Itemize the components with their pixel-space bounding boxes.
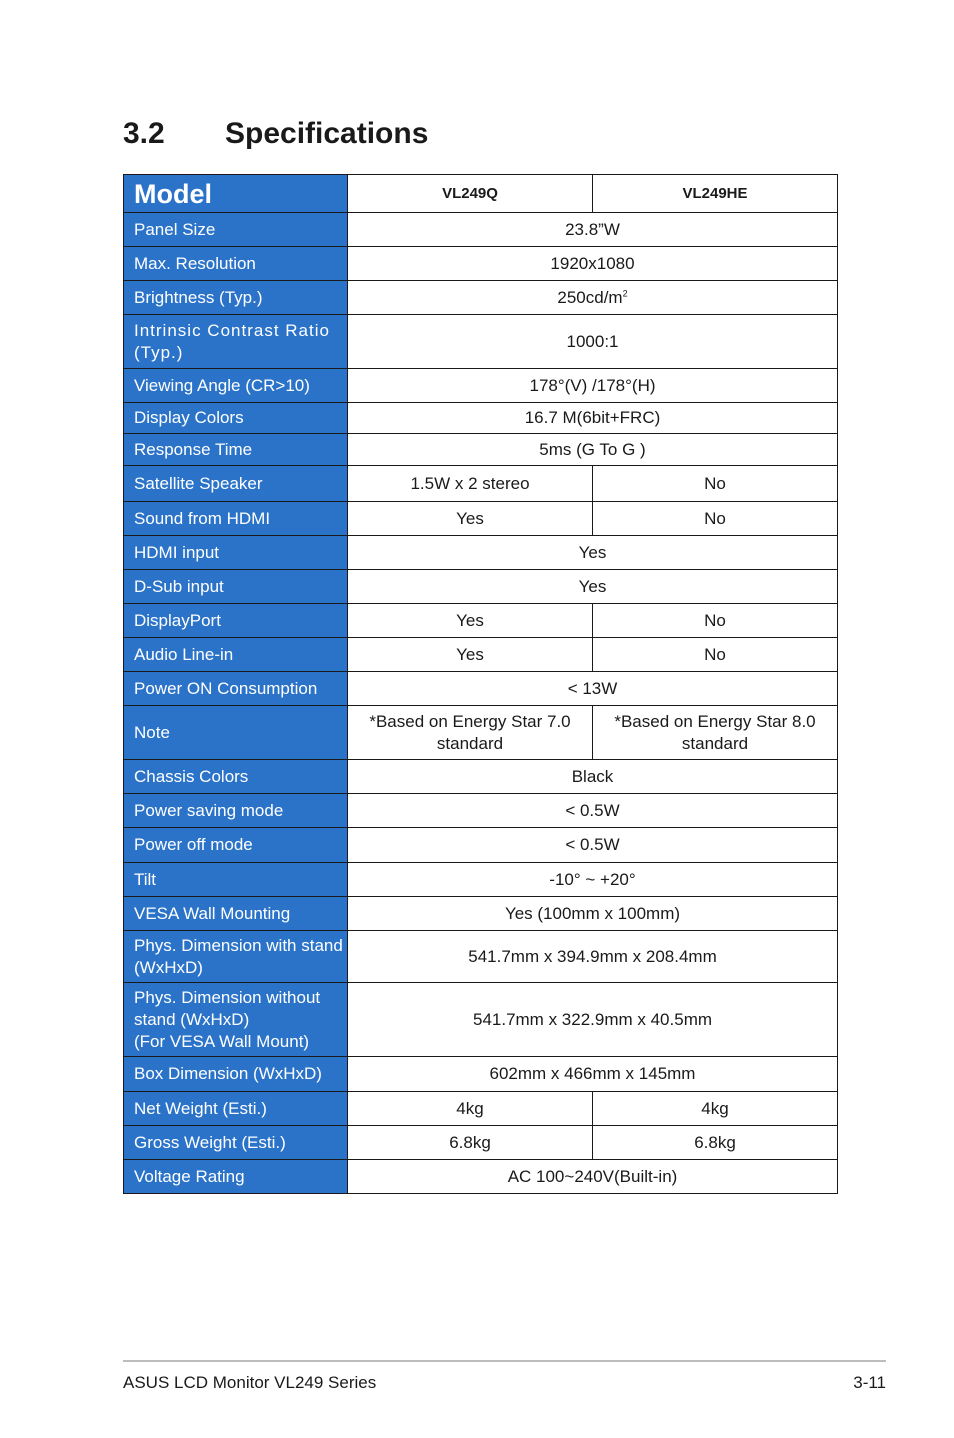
row-label: Sound from HDMI [124,502,348,536]
footer-product-name: ASUS LCD Monitor VL249 Series [123,1373,377,1392]
row-value: 1920x1080 [348,247,838,281]
table-row [124,760,838,794]
row-label: VESA Wall Mounting [124,897,348,931]
row-value: 541.7mm x 394.9mm x 208.4mm [348,931,838,983]
row-label: Voltage Rating [124,1160,348,1194]
row-label: Power ON Consumption [124,672,348,706]
table-row [124,931,838,983]
row-value: Yes [348,536,838,570]
table-row [124,1126,838,1160]
row-label: Power saving mode [124,794,348,828]
table-row [124,247,838,281]
row-value: 602mm x 466mm x 145mm [348,1057,838,1092]
section-number: 3.2 [123,117,165,150]
table-row [124,570,838,604]
table-row [124,983,838,1057]
table-header-row [124,175,838,213]
row-label: Power off mode [124,828,348,863]
value-text: 250cd/m [557,287,623,307]
table-row [124,672,838,706]
row-value-vl249q: 1.5W x 2 stereo [348,466,593,502]
table-row [124,794,838,828]
row-label: Response Time [124,434,348,466]
row-label: Panel Size [124,213,348,247]
table-row [124,315,838,369]
value-superscript: 2 [622,287,628,298]
section-heading [123,112,428,156]
row-label: Note [124,706,348,760]
table-row [124,466,838,502]
table-row [124,1092,838,1126]
table-row [124,502,838,536]
row-label: HDMI input [124,536,348,570]
table-row [124,536,838,570]
row-value-vl249he: 6.8kg [593,1126,838,1160]
row-value: 23.8”W [348,213,838,247]
row-value: 5ms (G To G ) [348,434,838,466]
row-value-vl249he: No [593,466,838,502]
row-value: < 13W [348,672,838,706]
table-row [124,369,838,403]
row-label: Display Colors [124,403,348,434]
row-label: DisplayPort [124,604,348,638]
label-line: stand (WxHxD) [134,1009,250,1029]
row-value-vl249q: Yes [348,502,593,536]
model-header-label: Model [124,175,348,213]
row-label: Max. Resolution [124,247,348,281]
table-row [124,828,838,863]
row-label [124,983,348,1057]
table-row [124,403,838,434]
row-value-vl249q: *Based on Energy Star 7.0 standard [348,706,593,760]
table-row [124,638,838,672]
row-label: Brightness (Typ.) [124,281,348,315]
row-value-vl249he: No [593,638,838,672]
row-label: Tilt [124,863,348,897]
row-value-vl249he: No [593,502,838,536]
row-value-vl249q: Yes [348,638,593,672]
row-label: D-Sub input [124,570,348,604]
row-value: < 0.5W [348,828,838,863]
section-title: Specifications [225,117,429,150]
row-value-vl249q: 6.8kg [348,1126,593,1160]
footer-page-number: 3-11 [853,1373,886,1392]
label-line: (For VESA Wall Mount) [134,1031,310,1051]
model-header-vl249q: VL249Q [348,175,593,213]
row-value: 178°(V) /178°(H) [348,369,838,403]
table-row [124,706,838,760]
footer-divider [123,1360,886,1362]
table-row [124,1160,838,1194]
table-row [124,1057,838,1092]
row-value-vl249he: *Based on Energy Star 8.0 standard [593,706,838,760]
row-value [348,281,838,315]
table-row [124,281,838,315]
row-value: AC 100~240V(Built-in) [348,1160,838,1194]
table-row [124,897,838,931]
row-value: 16.7 M(6bit+FRC) [348,403,838,434]
row-label: Audio Line-in [124,638,348,672]
label-line: Phys. Dimension without [134,987,321,1007]
row-value: Black [348,760,838,794]
model-header-vl249he: VL249HE [593,175,838,213]
row-value: 541.7mm x 322.9mm x 40.5mm [348,983,838,1057]
row-label: Gross Weight (Esti.) [124,1126,348,1160]
table-row [124,863,838,897]
specifications-table [123,174,838,1194]
row-value: Yes (100mm x 100mm) [348,897,838,931]
table-row [124,434,838,466]
row-value-vl249he: No [593,604,838,638]
row-value-vl249he: 4kg [593,1092,838,1126]
row-label: Net Weight (Esti.) [124,1092,348,1126]
row-label: Phys. Dimension with stand (WxHxD) [124,931,348,983]
row-label: Satellite Speaker [124,466,348,502]
row-label: Intrinsic Contrast Ratio (Typ.) [124,315,348,369]
row-label: Viewing Angle (CR>10) [124,369,348,403]
row-label: Box Dimension (WxHxD) [124,1057,348,1092]
table-row [124,604,838,638]
row-value: < 0.5W [348,794,838,828]
row-label: Chassis Colors [124,760,348,794]
row-value: -10° ~ +20° [348,863,838,897]
row-value: Yes [348,570,838,604]
table-row [124,213,838,247]
row-value: 1000:1 [348,315,838,369]
row-value-vl249q: Yes [348,604,593,638]
row-value-vl249q: 4kg [348,1092,593,1126]
